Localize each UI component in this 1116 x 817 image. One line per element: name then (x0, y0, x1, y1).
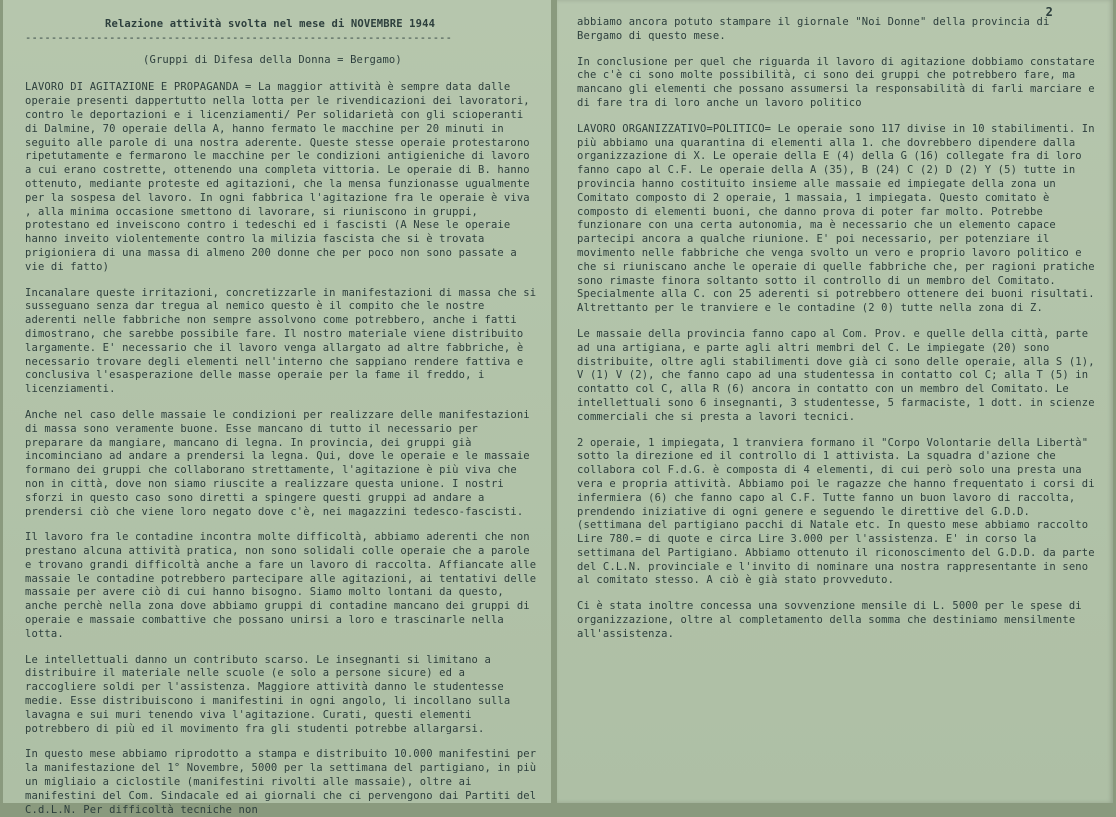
paragraph-intellectuals: Le intellettuali danno un contributo scarso. Le insegnanti si limitano a distribuire il materiale nelle scuole (e solo a persone sicure) ed a raccogliere soldi per l'assistenza. Maggiore attività danno le studentesse medie. Esse distribuiscono i manifestini in ogni angolo, li incollano sulla lavagna e sui muri tenendo viva l'agitazione. Curati, questi elementi potrebbero di più ed il movimento fra gli studenti potrebbe allargarsi. (25, 653, 517, 735)
paragraph-farmworkers: Il lavoro fra le contadine incontra molte difficoltà, abbiamo aderenti che non prestano alcuna attività pratica, non sono solidali colle operaie che a parole e trovano grandi difficoltà anche a fare un lavoro di raccolta. Affiancate alle massaie le contadine potrebbero partecipare alle agitazioni, ai tentativi delle massaie per avere ciò di cui hanno bisogno. Siamo molto lontani da questo, anche perchè nella zona dove abbiamo gruppi di contadine mancano dei gruppi di operaie e massaie combattive che possano unirsi a loro e trascinarle nella lotta. (25, 531, 543, 640)
paragraph-conclusion: In conclusione per quel che riguarda il lavoro di agitazione dobbiamo constatare che c'è ci sono molte possibilità, ci sono dei gruppi che potrebbero fare, ma mancano gli elementi che possano assumersi la responsabilità di farli marciare e di fare tra di loro anche un lavoro politico (577, 55, 1102, 109)
title-rule: ------------------------------------------------------------------ (25, 31, 453, 44)
right-page-body (577, 0, 1102, 642)
paragraph-leaflets: In questo mese abbiamo riprodotto a stampa e distribuito 10.000 manifestini per la manifestazione del 1° Novembre, 5000 per la settimana del partigiano, in più un migliaio a ciclostile (manifestini rivolti alle massaie), oltre ai manifestini del Com. Sindacale ed ai giornali che ci pervengono dai Partiti del C.d.L.N. Per difficoltà tecniche non (25, 748, 543, 816)
page-number: 2 (1045, 5, 1053, 19)
report-subtitle: (Gruppi di Difesa della Donna = Bergamo) (143, 53, 402, 66)
paragraph-channeling: Incanalare queste irritazioni, concretizzarle in manifestazioni di massa che si susseguano senza dar tregua al nemico questo è il compito che le nostre aderenti nelle fabbriche non sempre assolvono come potrebbero, anche i fatti dimostrano, che sarebbe possibile fare. Il nostro materiale viene distribuito largamente. E' necessario che il lavoro venga allargato ad altre fabbriche, è necessario trovare degli elementi nell'interno che sappiano rendere fattiva e conclusiva l'esasperazione delle masse operaie per la fame il freddo, i licenziamenti. (25, 286, 543, 396)
report-title: Relazione attività svolta nel mese di NOVEMBRE 1944 (105, 18, 436, 30)
paragraph-agitation: LAVORO DI AGITAZIONE E PROPAGANDA = La maggior attività è sempre data dalle operaie presenti dappertutto nella lotta per le rivendicazioni dei lavoratori, contro le deportazioni e i licenziamenti/ Per solidarietà con gli scioperanti di Dalmine, 70 operaie della A, hanno fermato le macchine per 20 minuti in seguito alle parole di una nostra aderente. Queste stesse operaie protestarono ripetutamente e fermarono le macchine per le condizioni antigieniche di lavoro a cui erano costrette, ottenendo una completa vittoria. Le operaie di B. hanno ottenuto, mediante proteste ed agitazioni, che la mensa funzionasse ugualmente per la sospesa del lavoro. In ogni fabbrica l'agitazione fra le operaie è viva , alla minima occasione smettono di lavorare, si riuniscono in gruppi, protestano ed inveiscono contro i tedeschi ed i fascisti (A Nese le operaie hanno inveito violentemente contro la milizia fascista che si è trovata prigioniera di una massa di almeno 200 donne che per poco non sono passate a vie di fatto) (25, 81, 537, 273)
right-page (557, 0, 1113, 803)
left-page (3, 0, 551, 816)
paragraph-distribution: Le massaie della provincia fanno capo al Com. Prov. e quelle della città, parte ad una artigiana, e parte agli altri membri del C. Le impiegate (20) sono distribuite, oltre agli stabilimenti dove già ci sono delle operaie, alla S (1), V (1) V (2), che fanno capo ad una studentessa in contatto col C; alla T (5) in contatto col C, alla R (6) ancora in contatto con un membro del Comitato. Le intellettuali sono 6 insegnanti, 3 studentesse, 5 farmaciste, 1 dott. in scienze commerciali che si presta a lavori tecnici. (577, 327, 1102, 423)
paragraph-organization: LAVORO ORGANIZZATIVO=POLITICO= Le operaie sono 117 divise in 10 stabilimenti. In più abbiamo una quarantina di elementi alla 1. che dovrebbero dipendere dalla organizzazione di X. Le operaie della E (4) della G (16) collegate fra di loro fanno capo al C.F. Le operaie della A (35), B (24) C (2) D (2) Y (5) tutte in provincia hanno costituito insieme alle massaie ed impiegate della zona un Comitato composto di 2 operaie, 1 massaia, 1 impiegata. Questo comitato è composto di elementi buoni, che danno prova di poter far molto. Potrebbe funzionare con una certa autonomia, ma è necessario che un elemento capace partecipi ancora a qualche riunione. E' poi necessario, per potenziare il movimento nelle fabbriche che venga svolto un vero e proprio lavoro politico e che si riuniscano anche le operaie di quelle fabbriche che, per ragioni pratiche sono rimaste finora soltanto sotto il controllo di un membro del Comitato. Specialmente alla C. con 25 aderenti si potrebbero ottenere dei buoni risultati. Altrettanto per le tranviere e le contadine (2 0) tutte nella zona di Z. (577, 122, 1102, 315)
paragraph-volunteers: 2 operaie, 1 impiegata, 1 tranviera formano il "Corpo Volontarie della Libertà" sotto la direzione ed il controllo di 1 attivista. La squadra d'azione che collabora col F.d.G. è composta di 4 elementi, di cui però solo una presta una vera e propria attività. Abbiamo poi le ragazze che hanno frequentato i corsi di infermiera (6) che fanno capo al C.F. Tutte fanno un buon lavoro di raccolta, prendendo iniziative di ogni genere e seguendo le direttive del G.D.D. (settimana del partigiano pacchi di Natale etc. In questo mese abbiamo raccolto Lire 780.= di quote e circa Lire 3.000 per l'assistenza. E' in corso la settimana del Partigiano. Abbiamo ottenuto il riconoscimento del G.D.D. da parte del C.L.N. provinciale e l'invito di nominare una nostra rappresentante in seno al comitato stesso. A ciò è già stato provveduto. (577, 436, 1102, 587)
paragraph-subsidy: Ci è stata inoltre concessa una sovvenzione mensile di L. 5000 per le spese di organizzazione, oltre al completamento della somma che destiniamo mensilmente all'assistenza. (577, 600, 1089, 640)
paragraph-newspaper: abbiamo ancora potuto stampare il giornale "Noi Donne" della provincia di Bergamo di questo mese. (577, 16, 1056, 42)
paragraph-housewives: Anche nel caso delle massaie le condizioni per realizzare delle manifestazioni di massa sono veramente buone. Esse mancano di tutto il necessario per preparare da mangiare, mancano di legna. In provincia, dei gruppi già incominciano ad andare a prendersi la legna. Qui, dove le operaie e le massaie formano dei gruppi che collaborano strettamente, l'agitazione è più viva che non in città, dove non siamo riuscite a realizzare questa unione. I nostri sforzi in questo caso sono diretti a spingere questi gruppi ad andare a prendersi ciò che viene loro negato dove c'è, nei magazzini tedesco-fascisti. (25, 408, 537, 518)
